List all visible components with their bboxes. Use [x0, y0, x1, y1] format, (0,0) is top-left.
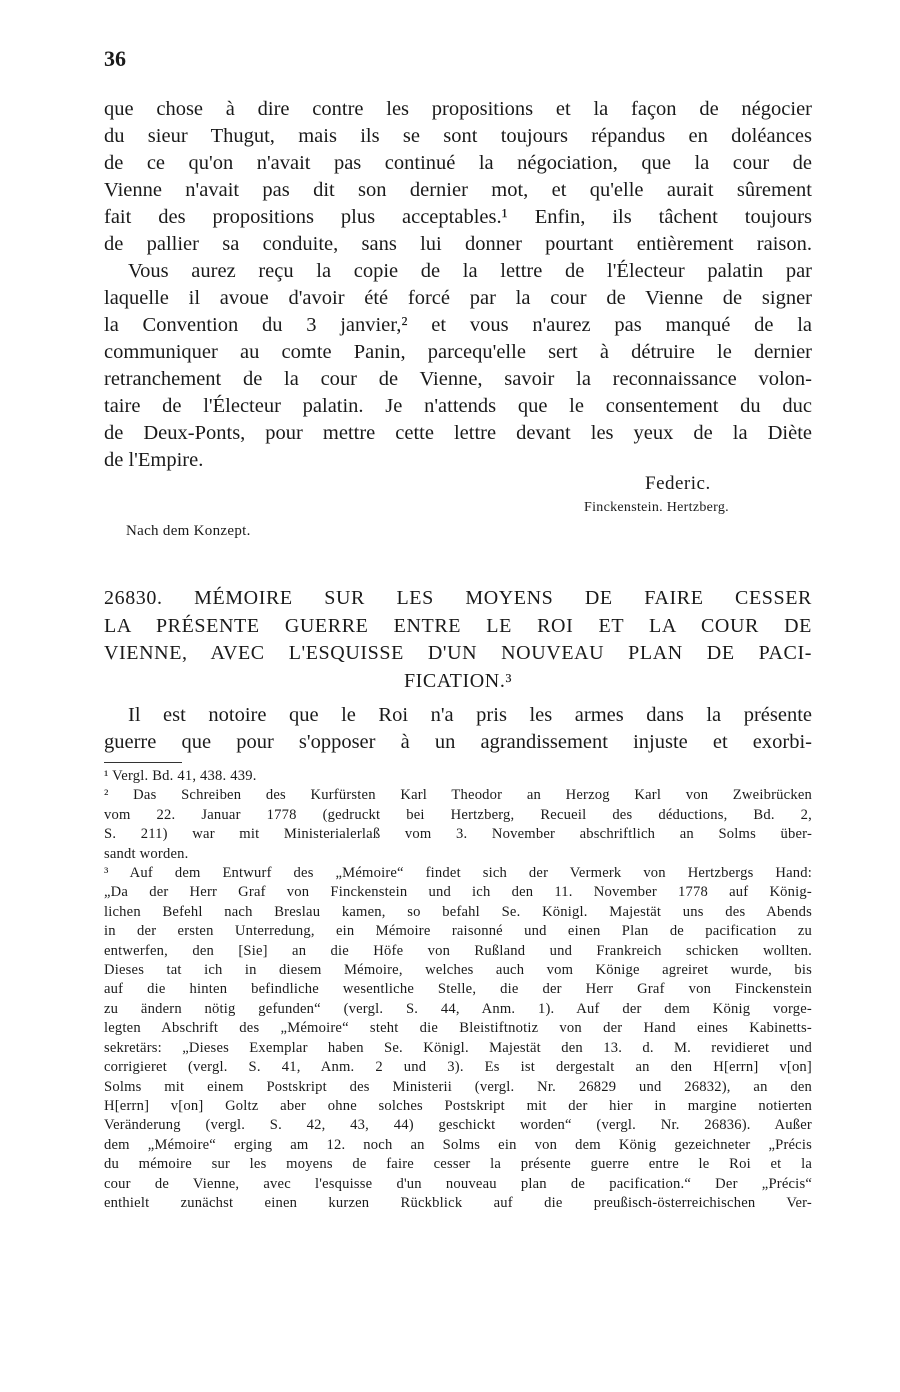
text-line: Vienne n'avait pas dit son dernier mot, et qu'elle aurait sûrement: [104, 179, 812, 201]
text-line: Vous aurez reçu la copie de la lettre de l'Électeur palatin par: [128, 260, 812, 282]
text-line: du sieur Thugut, mais ils se sont toujours répandus en doléances: [104, 125, 812, 147]
footnote-line: sekretärs: „Dieses Exemplar haben Se. Königl. Majestät den 13. d. M. revidieret und: [104, 1039, 812, 1056]
text-line: retranchement de la cour de Vienne, savoir la reconnaissance volon-: [104, 368, 812, 390]
footnote-line: du mémoire sur les moyens de faire cesser la présente guerre entre le Roi et la: [104, 1156, 812, 1173]
heading-line: VIENNE, AVEC L'ESQUISSE D'UN NOUVEAU PLAN DE PACI-: [104, 642, 812, 664]
footnote-line: „Da der Herr Graf von Finckenstein und ich den 11. November 1778 auf König-: [104, 884, 812, 901]
footnote-line: auf die hinten befindliche wesentliche Stelle, die der Herr Graf von Finckenstein: [104, 981, 812, 998]
text-line: communiquer au comte Panin, parcequ'elle sert à détruire le dernier: [104, 341, 812, 363]
footnote-line: lichen Befehl nach Breslau kamen, so befahl Se. Königl. Majestät uns des Abends: [104, 903, 812, 920]
countersignatures: Finckenstein. Hertzberg.: [584, 500, 729, 515]
footnote-line: sandt worden.: [104, 845, 189, 862]
footnote-line: Veränderung (vergl. S. 42, 43, 44) geschickt worden“ (vergl. Nr. 26836). Außer: [104, 1117, 812, 1134]
heading-line: FICATION.³: [403, 669, 513, 692]
signature: Federic.: [645, 473, 711, 494]
text-line: Il est notoire que le Roi n'a pris les armes dans la présente: [128, 704, 812, 726]
text-line: laquelle il avoue d'avoir été forcé par la cour de Vienne de signer: [104, 287, 812, 309]
footnote-line: ³ Auf dem Entwurf des „Mémoire“ findet sich der Vermerk von Hertzbergs Hand:: [104, 865, 812, 882]
footnote-line: zu ändern nötig gefunden“ (vergl. S. 44, Anm. 1). Auf der dem König vorge-: [104, 1000, 812, 1017]
footnote-line: legten Abschrift des „Mémoire“ steht die Bleistiftnotiz von der Hand eines Kabinetts-: [104, 1020, 812, 1037]
text-line: de ce qu'on n'avait pas continué la négociation, que la cour de: [104, 152, 812, 174]
footnote-line: enthielt zunächst einen kurzen Rückblick auf die preußisch-österreichischen Ver-: [104, 1194, 812, 1211]
footnotes: [104, 767, 812, 1213]
document-heading: [104, 585, 812, 695]
letter-body: [104, 96, 812, 474]
text-line: de pallier sa conduite, sans lui donner pourtant entièrement raison.: [104, 233, 812, 255]
memoire-body: [104, 702, 812, 756]
text-line: taire de l'Électeur palatin. Je n'attends que le consentement du duc: [104, 395, 812, 417]
footnote-line: ¹ Vergl. Bd. 41, 438. 439.: [104, 768, 257, 784]
text-line: que chose à dire contre les propositions et la façon de négocier: [104, 98, 812, 120]
source-note: Nach dem Konzept.: [126, 523, 251, 539]
footnote-line: ² Das Schreiben des Kurfürsten Karl Theodor an Herzog Karl von Zweibrücken: [104, 787, 812, 804]
text-line: fait des propositions plus acceptables.¹ Enfin, ils tâchent toujours: [104, 206, 812, 228]
footnote-line: entwerfen, den [Sie] an die Höfe von Rußland und Frankreich schicken wollten.: [104, 942, 812, 959]
footnote-line: vom 22. Januar 1778 (gedruckt bei Hertzberg, Recueil des déductions, Bd. 2,: [104, 806, 812, 823]
footnote-line: dem „Mémoire“ erging am 12. noch an Solms ein von dem König gezeichneter „Précis: [104, 1136, 812, 1153]
footnote-line: in der ersten Unterredung, ein Mémoire raisonné und einen Plan de pacification zu: [104, 923, 812, 940]
text-line: de Deux-Ponts, pour mettre cette lettre devant les yeux de la Diète: [104, 422, 812, 444]
text-line: de l'Empire.: [104, 449, 204, 471]
footnote-line: corrigieret (vergl. S. 41, Anm. 2 und 3). Es ist dergestalt an den H[errn] v[on]: [104, 1059, 812, 1076]
heading-line: 26830. MÉMOIRE SUR LES MOYENS DE FAIRE CESSER: [104, 587, 812, 609]
footnote-line: H[errn] v[on] Goltz aber ohne solches Postskript mit der hier in margine notierten: [104, 1097, 812, 1114]
heading-line: LA PRÉSENTE GUERRE ENTRE LE ROI ET LA COUR DE: [104, 614, 812, 637]
text-line: la Convention du 3 janvier,² et vous n'aurez pas manqué de la: [104, 314, 812, 336]
text-line: guerre que pour s'opposer à un agrandissement injuste et exorbi-: [104, 731, 812, 753]
footnote-line: cour de Vienne, avec l'esquisse d'un nouveau plan de pacification.“ Der „Précis“: [104, 1175, 812, 1192]
footnote-line: S. 211) war mit Ministerialerlaß vom 3. November abschriftlich an Solms über-: [104, 826, 812, 843]
footnote-line: Solms mit einem Postskript des Ministerii (vergl. Nr. 26829 und 26832), an den: [104, 1078, 812, 1095]
footnote-divider: [104, 762, 182, 763]
footnote-line: Dieses tat ich in diesem Mémoire, welches auch vom Könige agreiret wurde, bis: [104, 962, 812, 979]
page-number: 36: [104, 46, 126, 71]
